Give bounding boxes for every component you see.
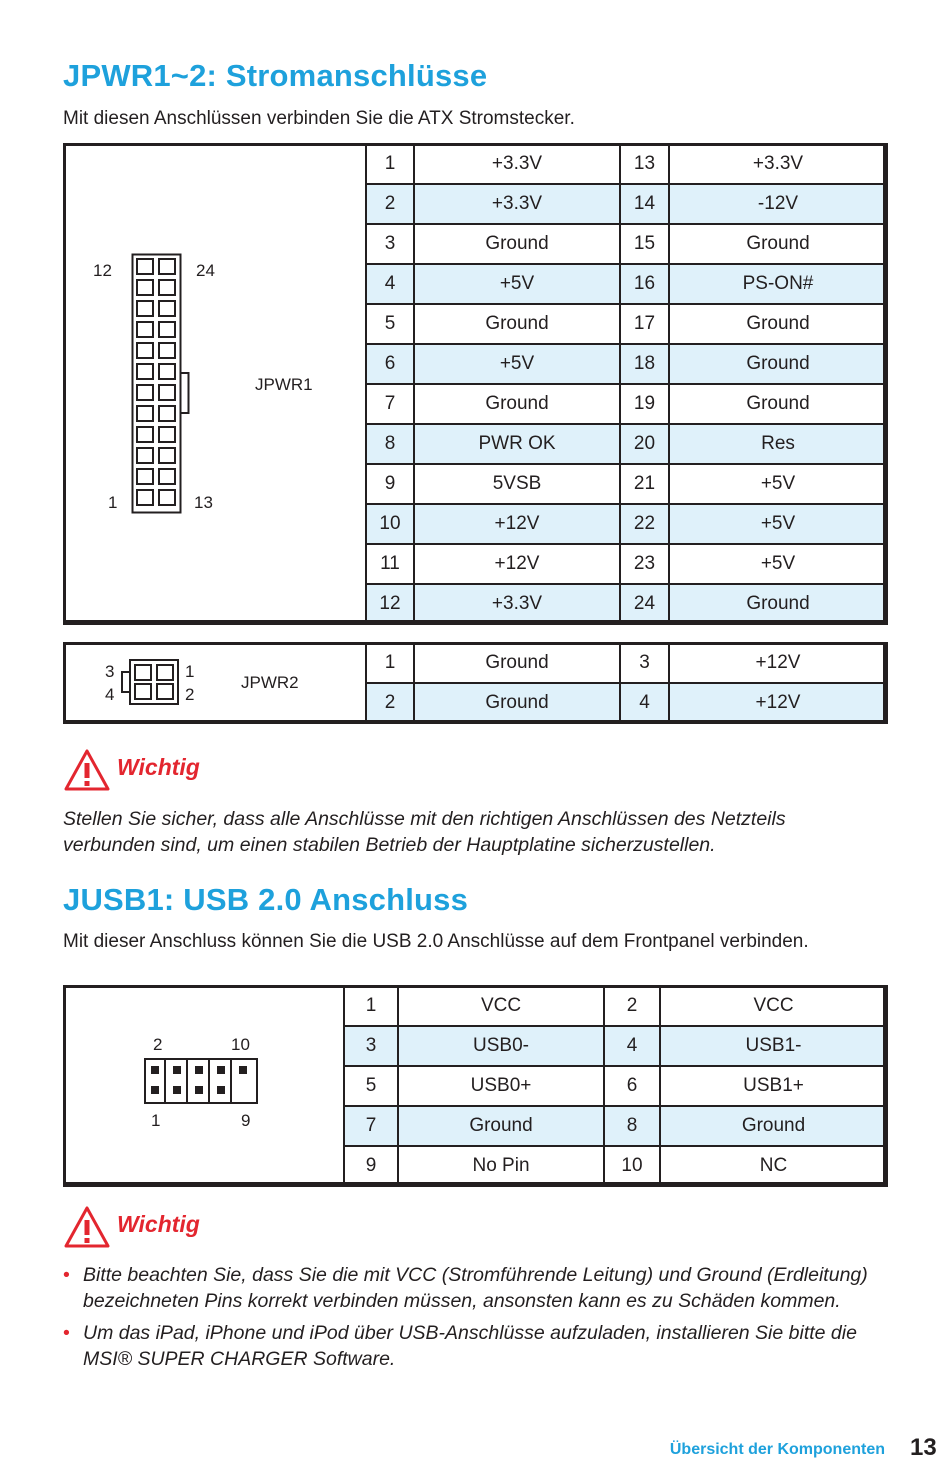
connector-pin <box>159 490 175 505</box>
jpwr2-pin-4-label: 4 <box>105 685 115 704</box>
pin-number-cell: 3 <box>344 1026 398 1066</box>
pin-number-cell: 9 <box>366 464 414 504</box>
pin-number-cell: 5 <box>366 304 414 344</box>
connector-pin <box>137 490 153 505</box>
jpwr1-pin-1-label: 1 <box>108 493 118 512</box>
connector-pin <box>159 469 175 484</box>
connector-pin <box>137 322 153 337</box>
pin-number-cell: 16 <box>620 264 669 304</box>
bullet-text: Bitte beachten Sie, dass Sie die mit VCC (Stromführende Leitung) und Ground (Erdleitung) bezeichneten Pins korrekt verbinden müssen, ansonsten kann es zu Schäden kommen. <box>83 1264 868 1312</box>
pin-number-cell: 11 <box>366 544 414 584</box>
jpwr2-pin-2-label: 2 <box>185 685 195 704</box>
jpwr1-pin-24-label: 24 <box>196 261 215 280</box>
pin-number-cell: 21 <box>620 464 669 504</box>
pin-number-cell: 4 <box>366 264 414 304</box>
connector-pin <box>151 1066 159 1074</box>
signal-name-cell: +3.3V <box>414 144 620 184</box>
signal-name-cell: +12V <box>414 504 620 544</box>
pin-number-cell: 4 <box>620 683 669 723</box>
pin-number-cell: 18 <box>620 344 669 384</box>
connector-pin <box>159 364 175 379</box>
bullet-icon: • <box>63 1322 70 1344</box>
signal-name-cell: Res <box>669 424 887 464</box>
connector-pin <box>173 1086 181 1094</box>
jusb-diagram <box>63 985 343 1185</box>
signal-name-cell: Ground <box>398 1106 604 1146</box>
jusb-heading: JUSB1: USB 2.0 Anschluss <box>63 882 469 917</box>
jusb-pin-9-label: 9 <box>241 1111 251 1130</box>
connector-pin <box>151 1086 159 1094</box>
signal-name-cell: NC <box>660 1146 887 1186</box>
pin-number-cell: 20 <box>620 424 669 464</box>
bullet-text: Um das iPad, iPhone und iPod über USB-Anschlüsse aufzuladen, installieren Sie bitte die MSI® SUPER CHARGER Software. <box>83 1322 857 1370</box>
signal-name-cell: Ground <box>669 344 887 384</box>
signal-name-cell: USB1- <box>660 1026 887 1066</box>
pin-number-cell: 14 <box>620 184 669 224</box>
jpwr2-label: JPWR2 <box>241 673 299 692</box>
jusb-pin-10-label: 10 <box>231 1035 250 1054</box>
signal-name-cell: Ground <box>669 384 887 424</box>
jpwr1-pin-13-label: 13 <box>194 493 213 512</box>
pin-number-cell: 7 <box>366 384 414 424</box>
pin-number-cell: 6 <box>366 344 414 384</box>
connector-pin <box>137 280 153 295</box>
jpwr-warning-title: Wichtig <box>117 754 200 780</box>
pin-number-cell: 13 <box>620 144 669 184</box>
pin-number-cell: 10 <box>366 504 414 544</box>
connector-pin <box>159 427 175 442</box>
atx-24pin-connector-icon <box>131 253 193 518</box>
connector-pin <box>137 427 153 442</box>
signal-name-cell: -12V <box>669 184 887 224</box>
pin-number-cell: 7 <box>344 1106 398 1146</box>
connector-pin <box>137 343 153 358</box>
pin-number-cell: 8 <box>366 424 414 464</box>
connector-pin <box>137 301 153 316</box>
connector-pin <box>137 259 153 274</box>
connector-pin <box>195 1066 203 1074</box>
connector-pin <box>159 322 175 337</box>
pin-number-cell: 1 <box>344 986 398 1026</box>
jpwr-warning-header <box>63 748 263 792</box>
pin-number-cell: 12 <box>366 584 414 624</box>
pin-number-cell: 1 <box>366 643 414 683</box>
jpwr1-label: JPWR1 <box>255 375 313 394</box>
signal-name-cell: +3.3V <box>414 184 620 224</box>
signal-name-cell: Ground <box>669 224 887 264</box>
jusb-intro: Mit dieser Anschluss können Sie die USB 2.0 Anschlüsse auf dem Frontpanel verbinden. <box>63 931 809 952</box>
signal-name-cell: USB1+ <box>660 1066 887 1106</box>
signal-name-cell: PS-ON# <box>669 264 887 304</box>
connector-pin <box>159 385 175 400</box>
signal-name-cell: VCC <box>660 986 887 1026</box>
connector-pin <box>159 301 175 316</box>
connector-pin <box>137 448 153 463</box>
pin-number-cell: 6 <box>604 1066 660 1106</box>
signal-name-cell: Ground <box>669 584 887 624</box>
jusb-pin-2-label: 2 <box>153 1035 163 1054</box>
jusb-warning-header <box>63 1205 263 1249</box>
connector-pin <box>195 1086 203 1094</box>
pin-number-cell: 9 <box>344 1146 398 1186</box>
signal-name-cell: +5V <box>414 264 620 304</box>
connector-pin <box>137 469 153 484</box>
pin-number-cell: 24 <box>620 584 669 624</box>
pin-number-cell: 17 <box>620 304 669 344</box>
pin-number-cell: 2 <box>366 683 414 723</box>
jpwr-warning-text: Stellen Sie sicher, dass alle Anschlüsse mit den richtigen Anschlüssen des Netzteils verbunden sind, um einen stabilen Betrieb der Hauptplatine sicherzustellen. <box>63 808 786 856</box>
jpwr-heading: JPWR1~2: Stromanschlüsse <box>63 58 488 93</box>
jpwr1-diagram <box>63 143 365 623</box>
signal-name-cell: Ground <box>414 683 620 723</box>
connector-pin <box>137 385 153 400</box>
connector-pin <box>137 406 153 421</box>
atx-4pin-connector-icon <box>118 658 184 708</box>
signal-name-cell: Ground <box>414 643 620 683</box>
connector-pin <box>159 406 175 421</box>
signal-name-cell: Ground <box>414 304 620 344</box>
signal-name-cell: +12V <box>669 683 887 723</box>
pin-number-cell: 2 <box>604 986 660 1026</box>
signal-name-cell: +3.3V <box>669 144 887 184</box>
pin-number-cell: 1 <box>366 144 414 184</box>
signal-name-cell: +5V <box>669 464 887 504</box>
footer-section-label: Übersicht der Komponenten <box>669 1441 885 1458</box>
signal-name-cell: +5V <box>669 504 887 544</box>
signal-name-cell: Ground <box>414 224 620 264</box>
pin-number-cell: 19 <box>620 384 669 424</box>
warning-triangle-icon <box>63 748 111 792</box>
connector-pin <box>239 1066 247 1074</box>
jpwr2-pin-3-label: 3 <box>105 662 115 681</box>
jpwr2-diagram <box>63 642 365 723</box>
pin-number-cell: 5 <box>344 1066 398 1106</box>
list-item <box>63 1262 883 1314</box>
pin-number-cell: 4 <box>604 1026 660 1066</box>
signal-name-cell: +12V <box>414 544 620 584</box>
jpwr2-pin-1-label: 1 <box>185 662 195 681</box>
connector-pin <box>159 280 175 295</box>
pin-number-cell: 3 <box>620 643 669 683</box>
jusb-warning-list <box>63 1262 883 1378</box>
signal-name-cell: No Pin <box>398 1146 604 1186</box>
signal-name-cell: Ground <box>660 1106 887 1146</box>
pin-number-cell: 10 <box>604 1146 660 1186</box>
list-item <box>63 1320 883 1372</box>
signal-name-cell: +12V <box>669 643 887 683</box>
bullet-icon: • <box>63 1264 70 1286</box>
signal-name-cell: +5V <box>414 344 620 384</box>
signal-name-cell: Ground <box>669 304 887 344</box>
jusb-warning-title: Wichtig <box>117 1211 200 1237</box>
connector-pin <box>159 259 175 274</box>
connector-pin <box>137 364 153 379</box>
pin-number-cell: 8 <box>604 1106 660 1146</box>
pin-number-cell: 3 <box>366 224 414 264</box>
signal-name-cell: VCC <box>398 986 604 1026</box>
signal-name-cell: Ground <box>414 384 620 424</box>
connector-pin <box>159 448 175 463</box>
connector-pin <box>159 343 175 358</box>
connector-pin <box>173 1066 181 1074</box>
signal-name-cell: USB0+ <box>398 1066 604 1106</box>
jusb-pin-1-label: 1 <box>151 1111 161 1130</box>
signal-name-cell: +3.3V <box>414 584 620 624</box>
signal-name-cell: +5V <box>669 544 887 584</box>
usb-header-connector-icon <box>143 1057 263 1107</box>
page-number: 13 <box>910 1434 937 1461</box>
connector-pin <box>217 1086 225 1094</box>
signal-name-cell: 5VSB <box>414 464 620 504</box>
signal-name-cell: PWR OK <box>414 424 620 464</box>
pin-number-cell: 2 <box>366 184 414 224</box>
connector-pin <box>217 1066 225 1074</box>
jpwr-intro: Mit diesen Anschlüssen verbinden Sie die ATX Stromstecker. <box>63 108 575 129</box>
pin-number-cell: 15 <box>620 224 669 264</box>
jpwr1-pin-12-label: 12 <box>93 261 112 280</box>
pin-number-cell: 23 <box>620 544 669 584</box>
warning-triangle-icon <box>63 1205 111 1249</box>
pin-number-cell: 22 <box>620 504 669 544</box>
signal-name-cell: USB0- <box>398 1026 604 1066</box>
